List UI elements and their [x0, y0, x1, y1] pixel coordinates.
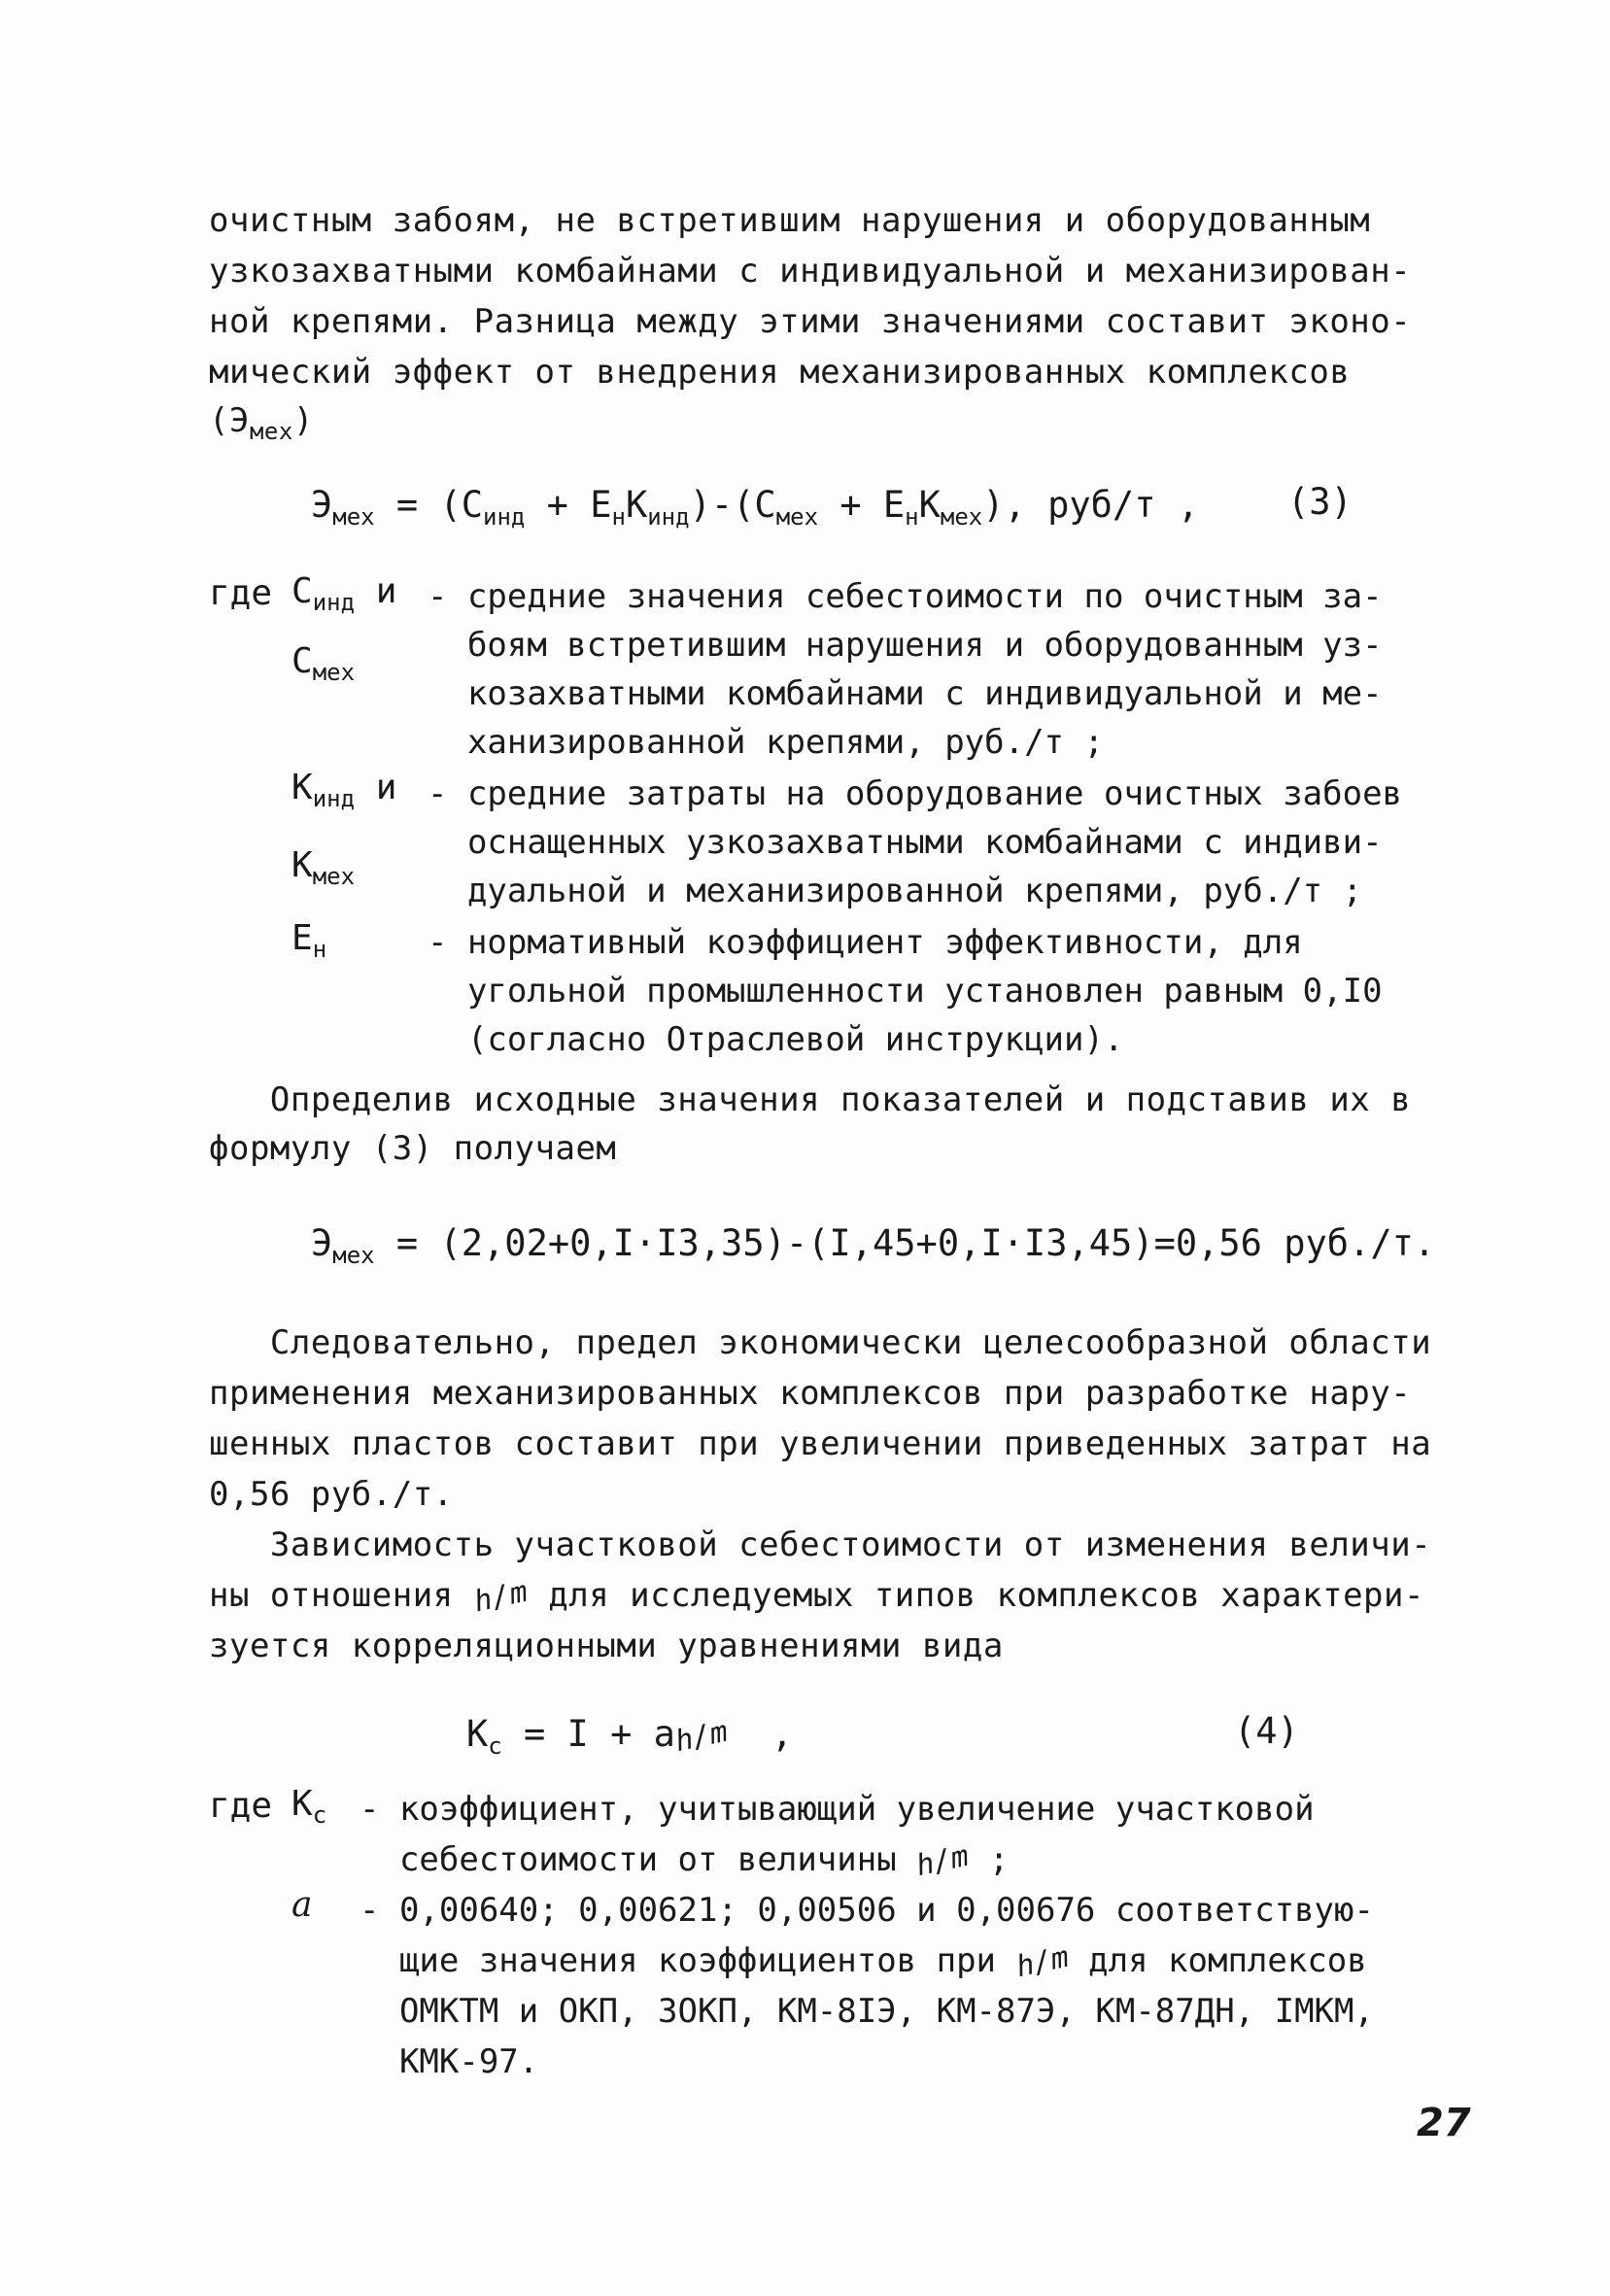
formula-4-number: (4): [1234, 1710, 1299, 1752]
symbol-k-mech: $К_{мех}$: [291, 845, 356, 890]
symbol-a: a: [291, 1885, 313, 1925]
def-line: ОМКТМ и ОКП, 3ОКП, КМ-8IЭ, КМ-87Э, КМ-87ДН, IМКМ,: [360, 1992, 1374, 2031]
symbol-k-ind: $К_{инд}$ и: [291, 768, 397, 812]
symbol-c-mech: $С_{мех}$: [291, 641, 356, 686]
symbol-k-c: $К_с$: [291, 1784, 327, 1829]
def-line: дуальной и механизированной крепями, руб./т ;: [428, 872, 1363, 910]
def-line: - средние значения себестоимости по очистным за-: [428, 577, 1383, 616]
text-line: применения механизированных комплексов при разработке нару-: [209, 1374, 1412, 1413]
text-line: ной крепями. Разница между этими значениями составит эконо-: [209, 302, 1412, 341]
text-line: узкозахватными комбайнами с индивидуальной и механизирован-: [209, 252, 1412, 291]
text-line: формулу (3) получаем: [209, 1129, 617, 1168]
def-line: оснащенных узкозахватными комбайнами с индиви-: [428, 823, 1383, 862]
def-line: угольной промышленности установлен равным 0,I0: [428, 972, 1383, 1011]
def-line: - 0,00640; 0,00621; 0,00506 и 0,00676 соответствую-: [360, 1891, 1374, 1930]
def-line: - нормативный коэффициент эффективности, для: [428, 923, 1303, 962]
page-number: 27: [1417, 2101, 1471, 2145]
def-line: ханизированной крепями, руб./т ;: [428, 723, 1104, 762]
text-line: зуется корреляционными уравнениями вида: [209, 1627, 1004, 1665]
def-line: козахватными комбайнами с индивидуальной и ме-: [428, 674, 1383, 713]
text-line: очистным забоям, не встретившим нарушения и оборудованным: [209, 201, 1371, 240]
formula-4: $К_с = I + ah/m$ ,: [466, 1713, 793, 1760]
text-line: Следовательно, предел экономически целесообразной области: [209, 1323, 1432, 1362]
def-line: (согласно Отраслевой инструкции).: [428, 1020, 1124, 1059]
text-line: ны отношения h/m для исследуемых типов комплексов характери-: [209, 1574, 1424, 1619]
text-line: мический эффект от внедрения механизированных комплексов: [209, 353, 1351, 392]
symbol-c-ind: $С_{инд}$ и: [291, 571, 397, 616]
formula-calculation: $Э_{мех} = (2,02+0,I\cdot I3,35)-(I,45+0,I\cdot I3,45)=0,56$ руб./т.: [311, 1222, 1436, 1269]
text-line: Определив исходные значения показателей и подставив их в: [209, 1080, 1412, 1119]
def-line: КМК-97.: [360, 2042, 539, 2081]
symbol-e-n: $Е_н$: [291, 918, 327, 963]
formula-3-number: (3): [1287, 481, 1353, 523]
where-label: где: [209, 573, 273, 613]
text-line: 0,56 руб./т.: [209, 1475, 454, 1514]
formula-3: $Э_{мех} = (С_{инд} + Е_нК_{инд})-(С_{мех} + Е_нК_{мех})$, руб/т ,: [311, 484, 1200, 531]
where-label: где: [209, 1786, 273, 1826]
def-line: щие значения коэффициентов при h/m для комплексов: [360, 1939, 1367, 1985]
def-line: себестоимости от величины h/m ;: [360, 1838, 1010, 1884]
text-line: шенных пластов составит при увеличении приведенных затрат на: [209, 1424, 1432, 1463]
ratio-h-m: h/m: [470, 1574, 531, 1620]
def-line: боям встретившим нарушения и оборудованным уз-: [428, 626, 1383, 665]
def-line: - коэффициент, учитывающий увеличение участковой: [360, 1790, 1315, 1829]
def-line: - средние затраты на оборудование очистных забоев: [428, 774, 1403, 813]
symbol-e-mech: $(Э_{мех})$: [209, 401, 314, 445]
text-line: Зависимость участковой себестоимости от изменения величи-: [209, 1525, 1432, 1564]
